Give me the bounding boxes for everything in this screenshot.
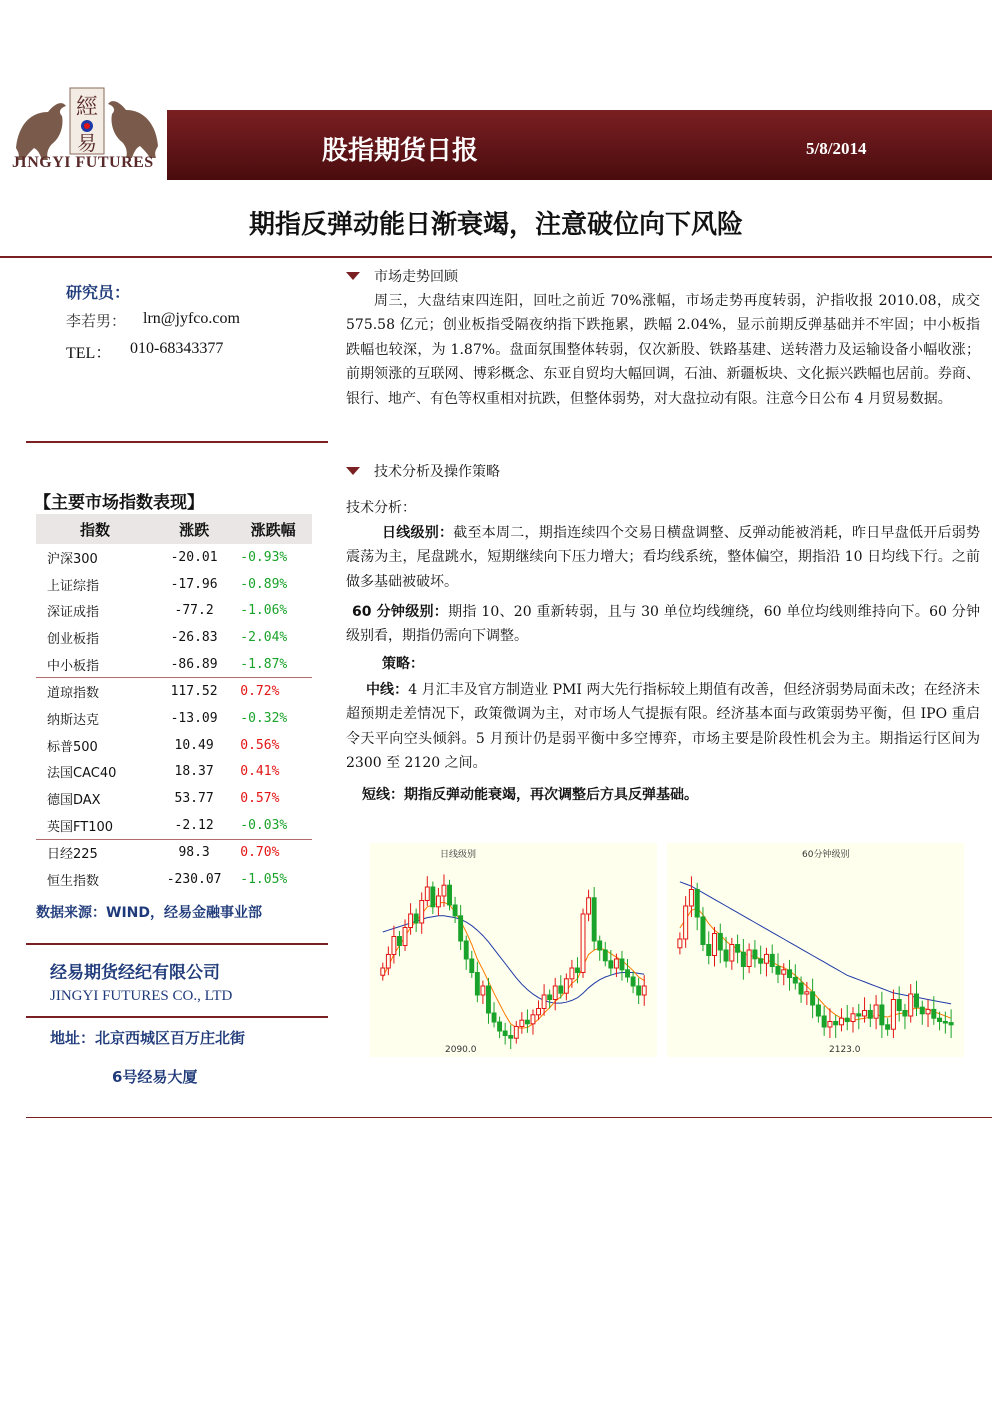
candle [707, 945, 711, 956]
index-change: -77.2 [174, 603, 214, 619]
candle [816, 1005, 820, 1016]
index-pct: -0.03% [240, 817, 288, 833]
candle [689, 890, 693, 907]
candle [487, 986, 491, 1013]
section-heading-text: 市场走势回顾 [374, 269, 458, 285]
index-pct: 0.72% [234, 678, 312, 705]
daily-label: 日线级别： [382, 525, 454, 541]
section-heading-market-review [346, 266, 458, 286]
candle [828, 1022, 832, 1028]
market-table-title: 【主要市场指数表现】 [34, 493, 204, 513]
mid-text: 4 月汇丰及官方制造业 PMI 两大先行指标较上期值有改善，但经济弱势局面未改；在经济未超预期走差情况下，政策微调为主，对市场人气提振有限。经济基本面与政策弱势平衡，但 IPO 重启令天平向空头倾斜。5 月预计仍是弱平衡中多空博弈，市场主要是阶段性机会为主。期指运行区间为 2300 至 2120 之间。 [346, 682, 981, 772]
candle [811, 992, 815, 1005]
data-source: 数据来源：WIND，经易金融事业部 [36, 905, 262, 921]
candle [459, 916, 463, 941]
index-change: -230.07 [166, 872, 222, 888]
index-pct: -1.87% [240, 656, 288, 672]
company-address: 地址：北京西城区百万庄北街 [50, 1029, 246, 1047]
candle [581, 914, 585, 973]
logo-text: JINGYI FUTURES [12, 154, 154, 171]
table-row [36, 651, 312, 678]
candle [553, 986, 557, 1000]
candle [614, 959, 618, 968]
candle [770, 954, 774, 966]
candle [470, 959, 474, 973]
index-name: 恒生指数 [47, 874, 100, 890]
candle [880, 1005, 884, 1025]
divider [0, 256, 992, 258]
index-name: 法国CAC40 [47, 766, 117, 782]
candle [503, 1031, 507, 1036]
candle [839, 1018, 843, 1025]
candle [874, 1005, 878, 1018]
index-change: -26.83 [170, 629, 218, 645]
index-pct: -1.06% [240, 603, 288, 619]
column-header: 指数 [36, 514, 154, 544]
divider [26, 943, 328, 945]
candle [403, 928, 407, 946]
table-row [36, 839, 312, 866]
candle [753, 950, 757, 959]
index-pct: 0.41% [240, 764, 280, 780]
candle [453, 905, 457, 916]
index-change: 18.37 [174, 764, 214, 780]
index-pct: 0.70% [234, 839, 312, 866]
market-index-table [36, 514, 312, 893]
candle [678, 939, 682, 948]
report-title: 股指期货日报 [322, 136, 479, 166]
candle [863, 1011, 867, 1017]
candle [576, 968, 580, 973]
candle [730, 945, 734, 962]
tel-label: TEL： [66, 345, 112, 362]
candle [684, 906, 688, 939]
index-change: 53.77 [174, 791, 214, 807]
section-arrow-icon [346, 272, 360, 280]
researcher-label: 研究员： [66, 283, 131, 302]
candle [909, 994, 913, 1016]
candle [386, 955, 390, 969]
candle [788, 970, 792, 978]
header-banner [167, 110, 992, 180]
candle [609, 961, 613, 968]
candle [626, 970, 630, 977]
candle [695, 890, 699, 918]
candle [481, 986, 485, 995]
divider [26, 1016, 328, 1018]
candle [587, 898, 591, 914]
candle [564, 979, 568, 993]
index-name: 道琼指数 [36, 678, 154, 705]
researcher-email: lrn@jyfco.com [143, 310, 240, 327]
candle [492, 1013, 496, 1022]
candle [886, 1025, 890, 1029]
index-name: 德国DAX [47, 793, 101, 809]
footer-divider [26, 1117, 992, 1118]
min60-label: 60 分钟级别： [352, 604, 449, 620]
candle [897, 1000, 901, 1011]
index-pct: -2.04% [240, 629, 288, 645]
candle [642, 986, 646, 995]
candle [822, 1016, 826, 1027]
strategy-label: 策略： [382, 656, 424, 672]
index-name: 上证综指 [47, 578, 100, 594]
candle [398, 937, 402, 946]
candle [514, 1027, 518, 1039]
candle [525, 1020, 529, 1024]
candle [834, 1022, 838, 1025]
candlestick-chart [370, 843, 657, 1057]
candle [598, 941, 602, 950]
index-change: -13.09 [170, 710, 218, 726]
table-row [36, 571, 312, 598]
min60-analysis [346, 600, 980, 649]
index-name: 纳斯达克 [47, 712, 100, 728]
mid-term-strategy [346, 678, 980, 776]
chart-title: 60分钟级别 [802, 850, 850, 860]
candle [603, 950, 607, 961]
candle [464, 941, 468, 959]
candle [851, 1014, 855, 1022]
chart-low-annotation: 2123.0 [829, 1045, 861, 1055]
short-label: 短线： [362, 787, 404, 803]
candle [537, 1009, 541, 1015]
candle [592, 898, 596, 941]
index-name: 日经225 [36, 839, 154, 866]
candle [764, 954, 768, 963]
candle [845, 1018, 849, 1021]
section-heading-text: 技术分析及操作策略 [374, 464, 500, 480]
candle [914, 994, 918, 1007]
table-row [36, 544, 312, 571]
candle [420, 901, 424, 924]
candle [548, 995, 552, 1000]
table-row [36, 624, 312, 651]
candle [436, 896, 440, 907]
candle [381, 968, 385, 975]
candle [759, 959, 763, 963]
index-change: 117.52 [154, 678, 234, 705]
candle [776, 967, 780, 975]
candle [724, 950, 728, 961]
index-pct: -1.05% [240, 872, 288, 888]
short-term-strategy [346, 783, 980, 807]
candle [392, 937, 396, 955]
daily-text: 截至本周二，期指连续四个交易日横盘调整、反弹动能被消耗，昨日早盘低开后弱势震荡为主，尾盘跳水，短期继续向下压力增大；看均线系统，整体偏空，期指沿 10 日均线下行。之前做多基础被破坏。 [346, 525, 981, 590]
table-row [36, 732, 312, 759]
report-date: 5/8/2014 [806, 139, 867, 158]
table-row [36, 705, 312, 732]
candle [736, 945, 740, 953]
index-name: 创业板指 [47, 631, 100, 647]
candle [741, 952, 745, 966]
index-name: 深证成指 [47, 605, 100, 621]
section-heading-technical [346, 461, 500, 481]
table-row [36, 597, 312, 624]
chart-background [667, 843, 964, 1057]
candle [531, 1015, 535, 1024]
index-change: 10.49 [174, 737, 214, 753]
company-address-line-2: 6号经易大厦 [112, 1068, 198, 1086]
candle [414, 914, 418, 923]
index-change: -2.12 [174, 817, 214, 833]
index-change: 98.3 [154, 839, 234, 866]
candle [926, 1009, 930, 1013]
candle [631, 977, 635, 986]
chart-title: 日线级别 [440, 850, 477, 860]
candle [891, 1000, 895, 1030]
candle [431, 887, 435, 907]
candle [442, 885, 446, 896]
headline: 期指反弹动能日渐衰竭，注意破位向下风险 [248, 210, 743, 240]
table-row [36, 759, 312, 786]
index-pct: -0.89% [240, 576, 288, 592]
candle [805, 992, 809, 994]
mid-label: 中线： [366, 682, 409, 698]
index-pct: 0.56% [240, 737, 280, 753]
company-name-cn: 经易期货经纪有限公司 [50, 963, 220, 983]
candle [520, 1020, 524, 1026]
candle [868, 1011, 872, 1019]
min60-text: 期指 10、20 重新转弱，且与 30 单位均线缠绕，60 单位均线则维持向下。60 分钟级别看，期指仍需向下调整。 [346, 604, 980, 645]
market-review-body: 周三，大盘结束四连阳，回吐之前近 70%涨幅，市场走势再度转弱，沪指收报 2010.08，成交 575.58 亿元；创业板指受隔夜纳指下跌拖累，跌幅 2.04%，显示前期反弹基础并不牢固；中小板指跌幅也较深，为 1.87%。盘面氛围整体转弱，仅次新股、铁路基建、送转潜力及运输设备小幅收涨；前期领涨的互联网、博彩概念、东亚自贸均大幅回调，石油、新疆板块、文化振兴跌幅也居前。券商、银行、地产、有色等权重相对抗跌，但整体弱势，对大盘拉动有限。注意今日公布 4 月贸易数据。 [346, 293, 980, 407]
divider [26, 441, 328, 443]
candle [903, 1011, 907, 1017]
candle [747, 950, 751, 967]
company-name-en: JINGYI FUTURES CO., LTD [50, 988, 233, 1004]
logo-glyph-1: 經 [75, 95, 99, 120]
daily-analysis [346, 521, 980, 594]
index-change: -20.01 [170, 549, 218, 565]
candle [509, 1036, 513, 1039]
index-pct: -0.32% [240, 710, 288, 726]
index-name: 沪深300 [47, 551, 98, 567]
candlestick-chart [667, 843, 964, 1057]
candle [425, 887, 429, 901]
index-change: -17.96 [170, 576, 218, 592]
researcher-name: 李若男： [66, 312, 127, 330]
candle [782, 970, 786, 974]
short-text: 期指反弹动能衰竭，再次调整后方具反弹基础。 [404, 787, 698, 803]
chart-background [370, 843, 657, 1057]
index-name: 中小板指 [47, 658, 100, 674]
candle [559, 986, 563, 993]
candle [448, 885, 452, 905]
table-row [36, 866, 312, 893]
candle [920, 1007, 924, 1014]
logo-glyph-2: 易 [77, 131, 97, 155]
candle [857, 1014, 861, 1016]
candle [949, 1023, 953, 1025]
section-arrow-icon [346, 467, 360, 475]
candle [793, 978, 797, 984]
candle [570, 968, 574, 979]
tel-value: 010-68343377 [130, 340, 224, 357]
table-row [36, 785, 312, 812]
candle [712, 934, 716, 956]
table-row [36, 812, 312, 839]
table-header-row [36, 514, 312, 544]
charts-area [370, 843, 964, 1057]
index-change: -86.89 [170, 656, 218, 672]
index-name: 英国FT100 [47, 819, 114, 835]
candle [943, 1022, 947, 1024]
candle [701, 917, 705, 945]
candle [542, 995, 546, 1009]
candle [475, 973, 479, 996]
table-row [36, 678, 312, 705]
candle [932, 1009, 936, 1018]
candle [637, 986, 641, 995]
candle [409, 914, 413, 928]
candle [718, 934, 722, 951]
candle [799, 983, 803, 994]
index-name: 标普500 [47, 739, 98, 755]
column-header: 涨跌 [154, 514, 234, 544]
candle [938, 1018, 942, 1021]
strategy-heading [346, 652, 980, 676]
index-pct: 0.57% [240, 791, 280, 807]
candle [620, 959, 624, 970]
candle [498, 1022, 502, 1031]
technical-intro: 技术分析： [346, 500, 416, 516]
index-pct: -0.93% [240, 549, 288, 565]
column-header: 涨跌幅 [234, 514, 312, 544]
chart-low-annotation: 2090.0 [445, 1045, 477, 1055]
